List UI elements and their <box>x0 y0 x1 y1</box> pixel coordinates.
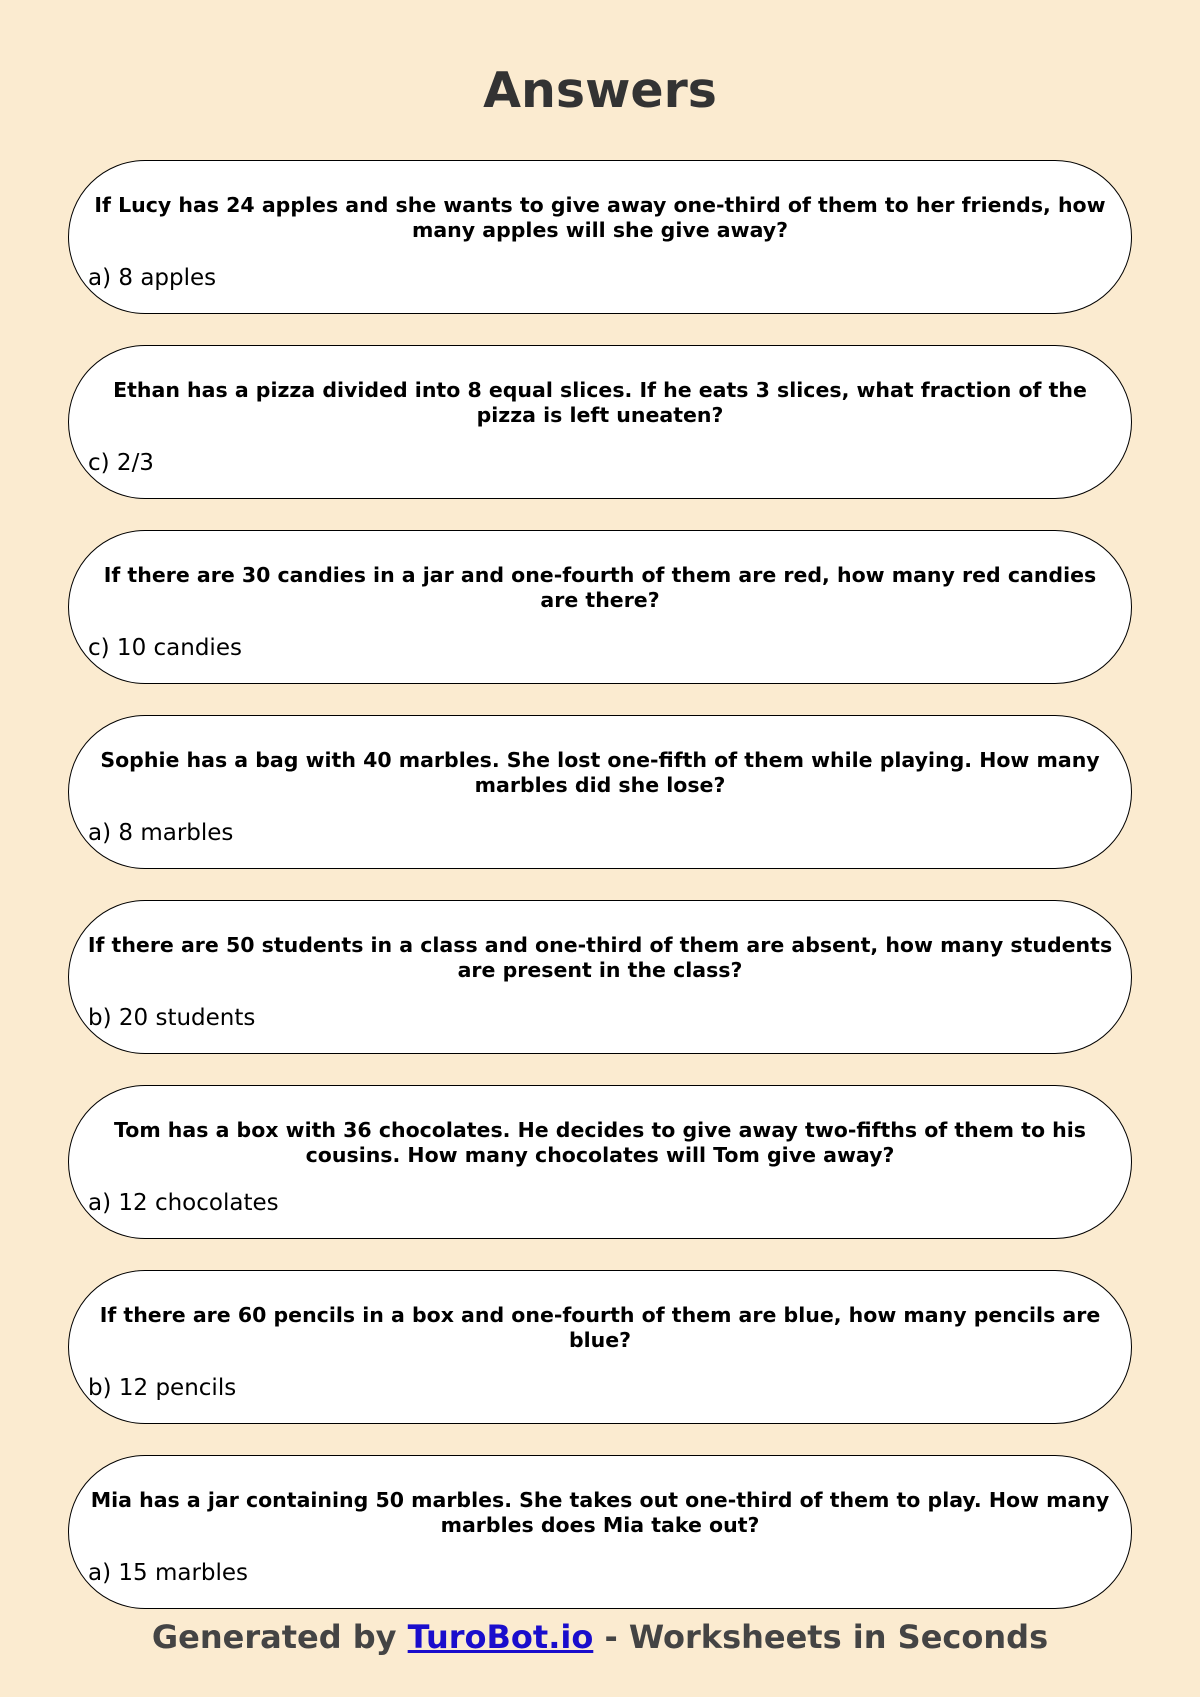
question-text: Ethan has a pizza divided into 8 equal slices. If he eats 3 slices, what fraction of the pizza is left uneaten? <box>113 378 1087 427</box>
footer <box>0 1618 1200 1656</box>
footer-suffix: - Worksheets in Seconds <box>593 1618 1049 1656</box>
answer-text: b) 12 pencils <box>88 1375 237 1401</box>
question-text: If Lucy has 24 apples and she wants to give away one-third of them to her friends, how many apples will she give away? <box>94 193 1106 242</box>
question-text: Tom has a box with 36 chocolates. He decides to give away two-fifths of them to his cousins. How many chocolates will Tom give away? <box>113 1118 1087 1167</box>
answer-card-2 <box>68 345 1132 499</box>
answer-card-1 <box>68 160 1132 314</box>
answer-text: a) 15 marbles <box>88 1560 249 1586</box>
question-text: If there are 60 pencils in a box and one-fourth of them are blue, how many pencils are blue? <box>99 1303 1101 1352</box>
answer-card-6 <box>68 1085 1132 1239</box>
footer-prefix: Generated by <box>151 1618 408 1656</box>
answer-card-5 <box>68 900 1132 1054</box>
answer-text: a) 8 marbles <box>88 820 234 846</box>
question-text: If there are 50 students in a class and one-third of them are absent, how many students are present in the class? <box>87 933 1113 982</box>
answer-card-3 <box>68 530 1132 684</box>
answer-card-4 <box>68 715 1132 869</box>
page-title: Answers <box>483 62 717 119</box>
answer-card-8 <box>68 1455 1132 1609</box>
answer-text: c) 10 candies <box>88 635 242 661</box>
question-text: Sophie has a bag with 40 marbles. She lost one-fifth of them while playing. How many marbles did she lose? <box>100 748 1100 797</box>
question-text: Mia has a jar containing 50 marbles. She takes out one-third of them to play. How many marbles does Mia take out? <box>90 1488 1110 1537</box>
answer-text: a) 12 chocolates <box>88 1190 279 1216</box>
answer-card-7 <box>68 1270 1132 1424</box>
answer-text: a) 8 apples <box>88 265 217 291</box>
turobot-link[interactable]: TuroBot.io <box>407 1618 594 1656</box>
answer-list <box>68 160 1132 1640</box>
answer-text: b) 20 students <box>88 1005 256 1031</box>
question-text: If there are 30 candies in a jar and one-fourth of them are red, how many red candies are there? <box>103 563 1097 612</box>
answer-text: c) 2/3 <box>88 450 154 476</box>
